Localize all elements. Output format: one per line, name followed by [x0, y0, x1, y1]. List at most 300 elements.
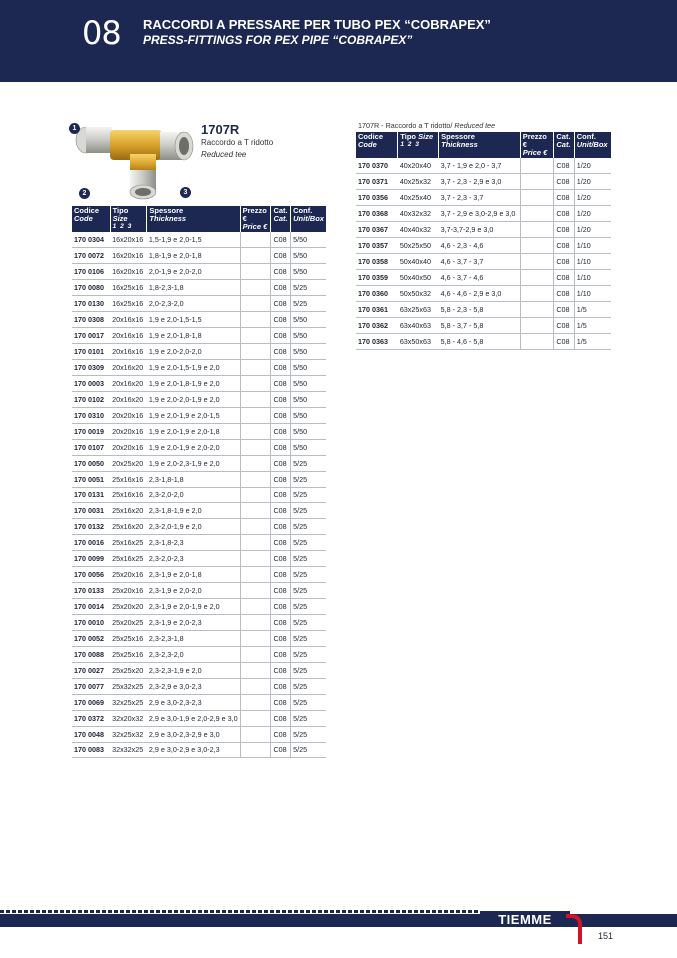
cell-cat: C08 [271, 248, 291, 264]
cell-unit-box: 5/50 [291, 439, 326, 455]
cell-size: 40x20x40 [398, 158, 439, 174]
cell-code: 170 0130 [72, 296, 110, 312]
cell-code: 170 0072 [72, 248, 110, 264]
cell-thickness: 4,6 - 3,7 - 4,6 [439, 270, 521, 286]
cell-code: 170 0056 [72, 567, 110, 583]
cell-code: 170 0361 [356, 301, 398, 317]
cell-unit-box: 5/50 [291, 407, 326, 423]
product-name-english: Reduced tee [201, 150, 247, 159]
cell-unit-box: 5/50 [291, 375, 326, 391]
cell-unit-box: 5/25 [291, 599, 326, 615]
cell-code: 170 0014 [72, 599, 110, 615]
cell-unit-box: 5/50 [291, 423, 326, 439]
cell-unit-box: 1/20 [574, 222, 611, 238]
cell-price [240, 519, 271, 535]
cell-cat: C08 [271, 678, 291, 694]
table-row [356, 270, 611, 286]
cell-size: 20x16x16 [110, 344, 147, 360]
table-row [72, 248, 326, 264]
cell-size: 40x25x32 [398, 174, 439, 190]
cell-price [240, 567, 271, 583]
cell-thickness: 5,8 - 3,7 - 5,8 [439, 317, 521, 333]
cell-thickness: 1,5-1,9 e 2,0-1,5 [147, 232, 240, 248]
cell-cat: C08 [271, 487, 291, 503]
cell-price [520, 333, 554, 349]
cell-cat: C08 [554, 174, 574, 190]
section-title-english: PRESS-FITTINGS FOR PEX PIPE “COBRAPEX” [143, 33, 413, 47]
cell-size: 25x20x25 [110, 615, 147, 631]
table-row [72, 710, 326, 726]
cell-size: 20x20x16 [110, 439, 147, 455]
cell-size: 40x25x40 [398, 190, 439, 206]
table-row [72, 599, 326, 615]
header-thickness: Spessore Thickness [147, 206, 240, 232]
brand-pipe-mark [566, 914, 582, 944]
table-row [356, 158, 611, 174]
cell-cat: C08 [554, 301, 574, 317]
cell-code: 170 0362 [356, 317, 398, 333]
cell-thickness: 3,7-3,7-2,9 e 3,0 [439, 222, 521, 238]
cell-cat: C08 [271, 742, 291, 758]
cell-code: 170 0102 [72, 391, 110, 407]
cell-cat: C08 [271, 519, 291, 535]
cell-cat: C08 [271, 471, 291, 487]
cell-cat: C08 [271, 280, 291, 296]
left-table-body [72, 232, 326, 758]
cell-code: 170 0132 [72, 519, 110, 535]
table-row [72, 328, 326, 344]
header-code: Codice Code [356, 132, 398, 158]
cell-unit-box: 5/25 [291, 503, 326, 519]
cell-code: 170 0358 [356, 254, 398, 270]
cell-cat: C08 [271, 455, 291, 471]
cell-size: 25x20x20 [110, 599, 147, 615]
cell-code: 170 0371 [356, 174, 398, 190]
cell-thickness: 2,9 e 3,0-2,3-2,9 e 3,0 [147, 726, 240, 742]
cell-cat: C08 [271, 694, 291, 710]
right-table-caption: 1707R - Raccordo a T ridotto/ Reduced tee [358, 121, 496, 130]
cell-code: 170 0309 [72, 360, 110, 376]
cell-cat: C08 [554, 270, 574, 286]
cell-code: 170 0031 [72, 503, 110, 519]
cell-unit-box: 5/50 [291, 232, 326, 248]
table-row [72, 503, 326, 519]
table-row [72, 678, 326, 694]
cell-cat: C08 [271, 567, 291, 583]
cell-thickness: 3,7 - 2,3 - 3,7 [439, 190, 521, 206]
table-row [72, 726, 326, 742]
table-row [72, 296, 326, 312]
cell-size: 16x20x16 [110, 232, 147, 248]
cell-code: 170 0368 [356, 206, 398, 222]
cell-unit-box: 5/25 [291, 726, 326, 742]
cell-size: 25x16x25 [110, 535, 147, 551]
cell-price [240, 503, 271, 519]
cell-price [240, 264, 271, 280]
page-number: 151 [598, 931, 614, 941]
cell-cat: C08 [554, 317, 574, 333]
cell-code: 170 0308 [72, 312, 110, 328]
cell-code: 170 0133 [72, 583, 110, 599]
cell-size: 32x32x25 [110, 742, 147, 758]
cell-unit-box: 1/20 [574, 174, 611, 190]
cell-unit-box: 1/10 [574, 254, 611, 270]
cell-cat: C08 [554, 333, 574, 349]
cell-thickness: 2,3-2,3-1,9 e 2,0 [147, 662, 240, 678]
cell-thickness: 2,3-2,0-2,3 [147, 551, 240, 567]
cell-thickness: 3,7 - 2,3 - 2,9 e 3,0 [439, 174, 521, 190]
table-row [72, 423, 326, 439]
cell-unit-box: 5/25 [291, 615, 326, 631]
footer-bar [0, 914, 480, 927]
right-product-table [356, 132, 611, 350]
header-price: Prezzo € Price € [520, 132, 554, 158]
cell-thickness: 3,7 - 1,9 e 2,0 - 3,7 [439, 158, 521, 174]
cell-cat: C08 [271, 615, 291, 631]
cell-size: 50x50x32 [398, 286, 439, 302]
cell-unit-box: 5/50 [291, 248, 326, 264]
cell-price [520, 301, 554, 317]
table-row [356, 286, 611, 302]
cell-size: 20x25x20 [110, 455, 147, 471]
cell-cat: C08 [271, 312, 291, 328]
table-row [356, 301, 611, 317]
product-name-italian: Raccordo a T ridotto [201, 138, 274, 147]
cell-thickness: 1,9 e 2,0-1,9 e 2,0-1,8 [147, 423, 240, 439]
cell-price [240, 328, 271, 344]
cell-unit-box: 5/25 [291, 583, 326, 599]
cell-size: 32x25x25 [110, 694, 147, 710]
cell-unit-box: 5/25 [291, 646, 326, 662]
table-row [72, 630, 326, 646]
cell-cat: C08 [271, 360, 291, 376]
cell-unit-box: 5/25 [291, 296, 326, 312]
table-row [72, 455, 326, 471]
cell-unit-box: 1/10 [574, 286, 611, 302]
table-row [72, 742, 326, 758]
cell-cat: C08 [271, 646, 291, 662]
cell-thickness: 2,3-2,0-1,9 e 2,0 [147, 519, 240, 535]
cell-code: 170 0052 [72, 630, 110, 646]
cell-unit-box: 5/25 [291, 742, 326, 758]
cell-thickness: 5,8 - 2,3 - 5,8 [439, 301, 521, 317]
cell-thickness: 1,9 e 2,0-2,0-2,0 [147, 344, 240, 360]
table-row [72, 375, 326, 391]
cell-unit-box: 1/20 [574, 158, 611, 174]
cell-cat: C08 [554, 222, 574, 238]
cell-size: 32x25x32 [110, 726, 147, 742]
cell-price [240, 535, 271, 551]
cell-size: 25x25x20 [110, 662, 147, 678]
cell-cat: C08 [271, 328, 291, 344]
cell-thickness: 1,9 e 2,0-1,9 e 2,0-1,5 [147, 407, 240, 423]
cell-unit-box: 5/25 [291, 662, 326, 678]
cell-code: 170 0360 [356, 286, 398, 302]
cell-size: 16x25x16 [110, 296, 147, 312]
cell-price [240, 455, 271, 471]
cell-size: 63x50x63 [398, 333, 439, 349]
cell-thickness: 2,3-1,9 e 2,0-1,9 e 2,0 [147, 599, 240, 615]
cell-price [520, 238, 554, 254]
cell-thickness: 2,9 e 3,0-2,3-2,3 [147, 694, 240, 710]
cell-code: 170 0107 [72, 439, 110, 455]
header-size: Tipo Size 1 2 3 [398, 132, 439, 158]
cell-unit-box: 1/20 [574, 206, 611, 222]
cell-price [520, 158, 554, 174]
cell-cat: C08 [271, 503, 291, 519]
cell-price [240, 423, 271, 439]
table-row [356, 190, 611, 206]
cell-thickness: 1,9 e 2,0-1,8-1,8 [147, 328, 240, 344]
cell-size: 25x25x16 [110, 646, 147, 662]
cell-price [240, 375, 271, 391]
cell-size: 50x25x50 [398, 238, 439, 254]
cell-unit-box: 1/10 [574, 270, 611, 286]
cell-cat: C08 [271, 726, 291, 742]
cell-thickness: 2,3-1,9 e 2,0-2,3 [147, 615, 240, 631]
cell-price [240, 296, 271, 312]
cell-cat: C08 [271, 662, 291, 678]
cell-size: 40x40x32 [398, 222, 439, 238]
cell-cat: C08 [554, 206, 574, 222]
cell-size: 25x25x16 [110, 630, 147, 646]
cell-unit-box: 5/50 [291, 360, 326, 376]
cell-size: 20x20x16 [110, 423, 147, 439]
table-row [356, 238, 611, 254]
table-row [72, 407, 326, 423]
table-row [72, 535, 326, 551]
cell-price [240, 662, 271, 678]
cell-price [520, 174, 554, 190]
chapter-number: 08 [82, 14, 121, 52]
cell-size: 16x20x16 [110, 248, 147, 264]
cell-price [240, 391, 271, 407]
footer-bar-right [570, 914, 677, 927]
cell-thickness: 1,9 e 2,0-1,9 e 2,0-2,0 [147, 439, 240, 455]
cell-thickness: 2,9 e 3,0-2,9 e 3,0-2,3 [147, 742, 240, 758]
table-row [72, 646, 326, 662]
cell-cat: C08 [554, 238, 574, 254]
cell-unit-box: 1/20 [574, 190, 611, 206]
cell-code: 170 0069 [72, 694, 110, 710]
header-price: Prezzo € Price € [240, 206, 271, 232]
cell-unit-box: 5/25 [291, 535, 326, 551]
table-row [72, 487, 326, 503]
callout-3: 3 [180, 187, 191, 198]
cell-cat: C08 [271, 599, 291, 615]
cell-cat: C08 [271, 551, 291, 567]
cell-code: 170 0077 [72, 678, 110, 694]
cell-unit-box: 5/25 [291, 710, 326, 726]
cell-cat: C08 [271, 296, 291, 312]
cell-cat: C08 [271, 232, 291, 248]
brand-logo: TIEMME [480, 911, 570, 927]
cell-thickness: 1,8-2,3-1,8 [147, 280, 240, 296]
cell-price [240, 280, 271, 296]
cell-code: 170 0019 [72, 423, 110, 439]
cell-price [240, 583, 271, 599]
cell-thickness: 2,3-2,9 e 3,0-2,3 [147, 678, 240, 694]
cell-price [240, 694, 271, 710]
fitting-sleeve-left [86, 127, 112, 153]
cell-code: 170 0372 [72, 710, 110, 726]
cell-thickness: 1,9 e 2,0-1,5-1,9 e 2,0 [147, 360, 240, 376]
cell-code: 170 0304 [72, 232, 110, 248]
header-cat: Cat. Cat. [271, 206, 291, 232]
cell-unit-box: 5/25 [291, 471, 326, 487]
cell-price [240, 360, 271, 376]
table-row [356, 174, 611, 190]
cell-price [240, 471, 271, 487]
cell-thickness: 2,3-1,9 e 2,0-2,0 [147, 583, 240, 599]
cell-size: 20x20x16 [110, 407, 147, 423]
cell-cat: C08 [271, 264, 291, 280]
cell-price [240, 551, 271, 567]
table-row [72, 471, 326, 487]
cell-thickness: 2,3-1,8-1,9 e 2,0 [147, 503, 240, 519]
table-header-row [72, 206, 326, 232]
cell-size: 63x40x63 [398, 317, 439, 333]
cell-size: 20x16x16 [110, 328, 147, 344]
cell-unit-box: 5/25 [291, 694, 326, 710]
table-row [356, 333, 611, 349]
cell-size: 25x20x16 [110, 583, 147, 599]
cell-code: 170 0367 [356, 222, 398, 238]
cell-cat: C08 [271, 423, 291, 439]
table-row [72, 312, 326, 328]
cell-thickness: 2,3-1,8-2,3 [147, 535, 240, 551]
header-box: Conf. Unit/Box [574, 132, 611, 158]
cell-size: 40x32x32 [398, 206, 439, 222]
cell-cat: C08 [271, 710, 291, 726]
cell-cat: C08 [271, 391, 291, 407]
table-row [72, 360, 326, 376]
cell-code: 170 0106 [72, 264, 110, 280]
table-row [72, 232, 326, 248]
cell-size: 25x16x16 [110, 471, 147, 487]
cell-size: 50x40x40 [398, 254, 439, 270]
cell-size: 16x25x16 [110, 280, 147, 296]
cell-thickness: 2,0-2,3-2,0 [147, 296, 240, 312]
cell-price [240, 439, 271, 455]
cell-code: 170 0356 [356, 190, 398, 206]
cell-price [240, 646, 271, 662]
table-row [72, 391, 326, 407]
cell-code: 170 0363 [356, 333, 398, 349]
cell-code: 170 0310 [72, 407, 110, 423]
cell-thickness: 2,9 e 3,0-1,9 e 2,0-2,9 e 3,0 [147, 710, 240, 726]
cell-cat: C08 [554, 190, 574, 206]
cell-size: 25x20x16 [110, 567, 147, 583]
cell-thickness: 2,3-1,9 e 2,0-1,8 [147, 567, 240, 583]
cell-size: 16x20x16 [110, 264, 147, 280]
cell-thickness: 2,3-1,8-1,8 [147, 471, 240, 487]
cell-price [520, 270, 554, 286]
cell-unit-box: 5/25 [291, 567, 326, 583]
cell-cat: C08 [271, 439, 291, 455]
callout-2: 2 [79, 188, 90, 199]
cell-code: 170 0017 [72, 328, 110, 344]
cell-price [520, 317, 554, 333]
page-header [0, 0, 677, 82]
cell-price [240, 248, 271, 264]
cell-unit-box: 5/50 [291, 344, 326, 360]
cell-size: 25x32x25 [110, 678, 147, 694]
header-size: Tipo Size 1 2 3 [110, 206, 147, 232]
cell-size: 50x40x50 [398, 270, 439, 286]
left-product-table [72, 206, 326, 758]
cell-unit-box: 5/25 [291, 487, 326, 503]
table-row [72, 583, 326, 599]
cell-thickness: 1,8-1,9 e 2,0-1,8 [147, 248, 240, 264]
cell-code: 170 0080 [72, 280, 110, 296]
cell-cat: C08 [271, 630, 291, 646]
cell-cat: C08 [271, 407, 291, 423]
cell-thickness: 1,9 e 2,0-1,5-1,5 [147, 312, 240, 328]
cell-thickness: 4,6 - 2,3 - 4,6 [439, 238, 521, 254]
cell-cat: C08 [271, 375, 291, 391]
cell-thickness: 2,3-2,0-2,0 [147, 487, 240, 503]
header-cat: Cat. Cat. [554, 132, 574, 158]
cell-price [240, 615, 271, 631]
cell-size: 25x16x20 [110, 503, 147, 519]
header-box: Conf. Unit/Box [291, 206, 326, 232]
cell-code: 170 0359 [356, 270, 398, 286]
cell-cat: C08 [554, 254, 574, 270]
cell-unit-box: 5/50 [291, 264, 326, 280]
cell-thickness: 2,3-2,3-1,8 [147, 630, 240, 646]
cell-size: 25x16x25 [110, 551, 147, 567]
cell-code: 170 0050 [72, 455, 110, 471]
cell-code: 170 0083 [72, 742, 110, 758]
cell-size: 32x20x32 [110, 710, 147, 726]
cell-unit-box: 5/25 [291, 280, 326, 296]
table-row [72, 551, 326, 567]
cell-code: 170 0370 [356, 158, 398, 174]
cell-thickness: 5,8 - 4,6 - 5,8 [439, 333, 521, 349]
table-row [356, 206, 611, 222]
table-row [356, 222, 611, 238]
cell-thickness: 2,3-2,3-2,0 [147, 646, 240, 662]
cell-size: 20x16x20 [110, 375, 147, 391]
cell-size: 20x16x20 [110, 360, 147, 376]
cell-price [240, 742, 271, 758]
cell-price [520, 190, 554, 206]
cell-code: 170 0088 [72, 646, 110, 662]
cell-price [520, 254, 554, 270]
cell-cat: C08 [271, 583, 291, 599]
cell-price [240, 599, 271, 615]
cell-thickness: 4,6 - 4,6 - 2,9 e 3,0 [439, 286, 521, 302]
table-row [72, 280, 326, 296]
cell-thickness: 3,7 - 2,9 e 3,0-2,9 e 3,0 [439, 206, 521, 222]
cell-unit-box: 1/10 [574, 238, 611, 254]
cell-thickness: 2,0-1,9 e 2,0-2,0 [147, 264, 240, 280]
cell-unit-box: 5/50 [291, 391, 326, 407]
cell-size: 20x16x20 [110, 391, 147, 407]
cell-unit-box: 5/50 [291, 328, 326, 344]
cell-price [240, 678, 271, 694]
cell-cat: C08 [554, 158, 574, 174]
cell-size: 25x16x16 [110, 487, 147, 503]
cell-unit-box: 5/25 [291, 678, 326, 694]
cell-unit-box: 1/5 [574, 301, 611, 317]
cell-code: 170 0016 [72, 535, 110, 551]
table-row [72, 264, 326, 280]
cell-price [240, 710, 271, 726]
cell-unit-box: 1/5 [574, 317, 611, 333]
cell-code: 170 0003 [72, 375, 110, 391]
